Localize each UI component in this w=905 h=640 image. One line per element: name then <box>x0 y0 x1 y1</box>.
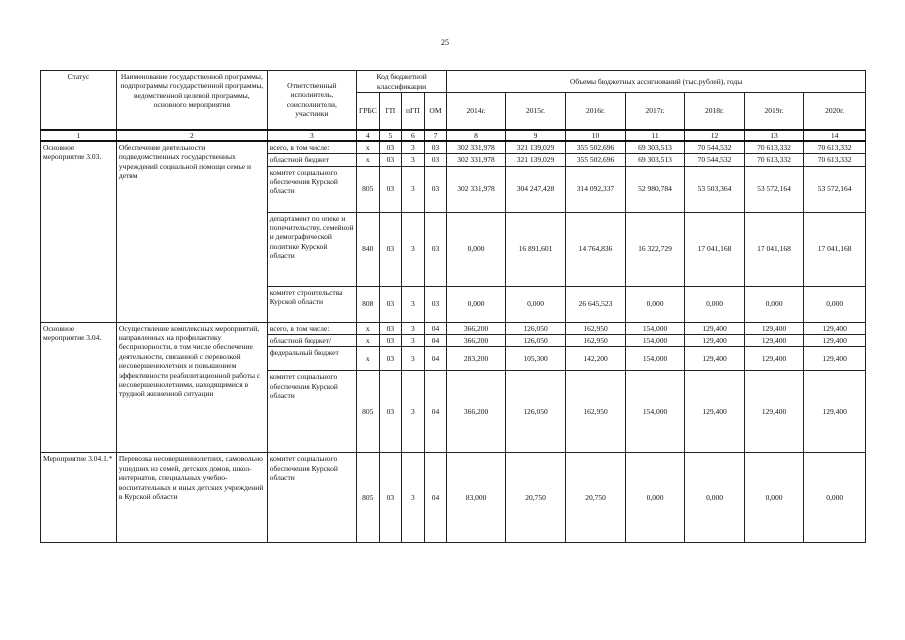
column-number: 12 <box>685 130 745 141</box>
code-cell: 03 <box>379 212 402 286</box>
code-cell: 03 <box>379 322 402 334</box>
amount-cell: 355 502,696 <box>566 154 626 166</box>
code-cell: 3 <box>402 322 425 334</box>
amount-cell: 105,300 <box>505 347 566 371</box>
amount-cell: 302 331,978 <box>447 154 505 166</box>
amount-cell: 53 572,164 <box>804 166 866 212</box>
amount-cell: 129,400 <box>685 371 745 453</box>
code-cell: 3 <box>402 453 425 543</box>
amount-cell: 162,950 <box>566 371 626 453</box>
amount-cell: 129,400 <box>804 335 866 347</box>
amount-cell: 129,400 <box>744 347 804 371</box>
amount-cell: 302 331,978 <box>447 141 505 154</box>
amount-cell: 366,200 <box>447 322 505 334</box>
amount-cell: 20,750 <box>566 453 626 543</box>
column-number: 3 <box>267 130 356 141</box>
table-row <box>41 453 866 543</box>
amount-cell: 129,400 <box>685 322 745 334</box>
column-number: 1 <box>41 130 117 141</box>
amount-cell: 366,200 <box>447 371 505 453</box>
amount-cell: 129,400 <box>804 371 866 453</box>
amount-cell: 69 303,513 <box>625 141 685 154</box>
code-cell: 03 <box>379 335 402 347</box>
code-cell: 03 <box>379 453 402 543</box>
code-cell: 03 <box>379 347 402 371</box>
amount-cell: 0,000 <box>447 286 505 322</box>
header-code-3: пГП <box>402 93 425 130</box>
executor-cell: областной бюджет/ <box>267 335 356 347</box>
amount-cell: 321 139,029 <box>505 141 566 154</box>
status-cell: Основное мероприятие 3.04. <box>41 322 117 453</box>
amount-cell: 16 322,729 <box>625 212 685 286</box>
header-year-3: 2016г. <box>566 93 626 130</box>
amount-cell: 142,200 <box>566 347 626 371</box>
amount-cell: 314 092,337 <box>566 166 626 212</box>
header-year-1: 2014г. <box>447 93 505 130</box>
column-number: 13 <box>744 130 804 141</box>
code-cell: 03 <box>379 371 402 453</box>
code-cell: 03 <box>424 286 447 322</box>
header-name: Наименование государственной программы, подпрограммы государственной программы, ведомственной целевой программы, основного мероприятия <box>116 71 267 130</box>
code-cell: 3 <box>402 212 425 286</box>
amount-cell: 129,400 <box>744 322 804 334</box>
amount-cell: 70 544,532 <box>685 141 745 154</box>
code-cell: x <box>356 347 379 371</box>
amount-cell: 0,000 <box>685 453 745 543</box>
column-number: 6 <box>402 130 425 141</box>
table-row <box>41 141 866 154</box>
code-cell: 3 <box>402 286 425 322</box>
code-cell: 03 <box>379 154 402 166</box>
column-number: 4 <box>356 130 379 141</box>
header-status: Статус <box>41 71 117 130</box>
code-cell: 04 <box>424 335 447 347</box>
amount-cell: 17 041,168 <box>804 212 866 286</box>
status-cell: Мероприятие 3.04.1.* <box>41 453 117 543</box>
amount-cell: 17 041,168 <box>685 212 745 286</box>
amount-cell: 129,400 <box>744 371 804 453</box>
amount-cell: 129,400 <box>685 335 745 347</box>
amount-cell: 129,400 <box>804 347 866 371</box>
code-cell: 03 <box>424 166 447 212</box>
amount-cell: 126,050 <box>505 371 566 453</box>
amount-cell: 302 331,978 <box>447 166 505 212</box>
amount-cell: 129,400 <box>744 335 804 347</box>
amount-cell: 83,000 <box>447 453 505 543</box>
executor-cell: комитет социального обеспечения Курской области <box>267 371 356 453</box>
executor-cell: комитет социального обеспечения Курской области <box>267 453 356 543</box>
header-code-2: ГП <box>379 93 402 130</box>
code-cell: 805 <box>356 371 379 453</box>
amount-cell: 154,000 <box>625 371 685 453</box>
measure-name-cell: Осуществление комплексных мероприятий, направленных на профилактику беспризорности, в том числе обеспечение деятельности, связанной с перевозкой несовершеннолетних и повышением эффективности реабилитационной работы с несовершеннолетними, находящимися в трудной жизненной ситуации <box>116 322 267 453</box>
executor-cell: областной бюджет <box>267 154 356 166</box>
amount-cell: 20,750 <box>505 453 566 543</box>
code-cell: 805 <box>356 453 379 543</box>
column-number: 11 <box>625 130 685 141</box>
header-year-6: 2019г. <box>744 93 804 130</box>
amount-cell: 70 544,532 <box>685 154 745 166</box>
budget-table <box>40 70 866 543</box>
header-code-4: ОМ <box>424 93 447 130</box>
amount-cell: 16 891,601 <box>505 212 566 286</box>
code-cell: 3 <box>402 335 425 347</box>
amount-cell: 26 645,523 <box>566 286 626 322</box>
amount-cell: 0,000 <box>804 453 866 543</box>
amount-cell: 355 502,696 <box>566 141 626 154</box>
amount-cell: 0,000 <box>685 286 745 322</box>
amount-cell: 0,000 <box>744 286 804 322</box>
code-cell: 3 <box>402 166 425 212</box>
code-cell: 03 <box>379 286 402 322</box>
executor-cell: федеральный бюджет <box>267 347 356 371</box>
amount-cell: 0,000 <box>625 453 685 543</box>
code-cell: 03 <box>424 154 447 166</box>
code-cell: 04 <box>424 322 447 334</box>
amount-cell: 162,950 <box>566 322 626 334</box>
amount-cell: 53 503,364 <box>685 166 745 212</box>
amount-cell: 154,000 <box>625 322 685 334</box>
amount-cell: 0,000 <box>804 286 866 322</box>
amount-cell: 70 613,332 <box>804 141 866 154</box>
amount-cell: 129,400 <box>685 347 745 371</box>
column-number: 7 <box>424 130 447 141</box>
code-cell: x <box>356 322 379 334</box>
code-cell: 04 <box>424 371 447 453</box>
column-number: 5 <box>379 130 402 141</box>
amount-cell: 69 303,513 <box>625 154 685 166</box>
executor-cell: всего, в том числе: <box>267 141 356 154</box>
header-code-1: ГРБС <box>356 93 379 130</box>
header-executor: Ответственный исполнитель, соисполнители, участники <box>267 71 356 130</box>
amount-cell: 129,400 <box>804 322 866 334</box>
code-cell: x <box>356 141 379 154</box>
header-year-2: 2015г. <box>505 93 566 130</box>
code-cell: 840 <box>356 212 379 286</box>
code-cell: 808 <box>356 286 379 322</box>
code-cell: x <box>356 154 379 166</box>
amount-cell: 53 572,164 <box>744 166 804 212</box>
amount-cell: 14 764,836 <box>566 212 626 286</box>
amount-cell: 0,000 <box>744 453 804 543</box>
executor-cell: комитет социального обеспечения Курской области <box>267 166 356 212</box>
page-number: 25 <box>441 38 449 47</box>
amount-cell: 304 247,428 <box>505 166 566 212</box>
amount-cell: 366,200 <box>447 335 505 347</box>
amount-cell: 52 980,784 <box>625 166 685 212</box>
column-number: 14 <box>804 130 866 141</box>
code-cell: 03 <box>424 141 447 154</box>
code-cell: 805 <box>356 166 379 212</box>
amount-cell: 154,000 <box>625 335 685 347</box>
code-cell: 3 <box>402 371 425 453</box>
header-code-group: Код бюджетной классификации <box>356 71 446 93</box>
header-year-7: 2020г. <box>804 93 866 130</box>
column-number: 8 <box>447 130 505 141</box>
code-cell: 3 <box>402 347 425 371</box>
code-cell: 3 <box>402 141 425 154</box>
measure-name-cell: Перевозка несовершеннолетних, самовольно ушедших из семей, детских домов, школ-интернатов, специальных учебно-воспитательных и иных детских учреждений в Курской области <box>116 453 267 543</box>
amount-cell: 162,950 <box>566 335 626 347</box>
executor-cell: всего, в том числе: <box>267 322 356 334</box>
code-cell: 04 <box>424 347 447 371</box>
code-cell: 03 <box>379 166 402 212</box>
table-row <box>41 322 866 334</box>
amount-cell: 126,050 <box>505 335 566 347</box>
executor-cell: комитет строительства Курской области <box>267 286 356 322</box>
code-cell: 3 <box>402 154 425 166</box>
header-year-4: 2017г. <box>625 93 685 130</box>
amount-cell: 70 613,332 <box>744 154 804 166</box>
amount-cell: 70 613,332 <box>804 154 866 166</box>
measure-name-cell: Обеспечение деятельности подведомственных государственных учреждений социальной помощи семье и детям <box>116 141 267 322</box>
code-cell: 04 <box>424 453 447 543</box>
amount-cell: 154,000 <box>625 347 685 371</box>
amount-cell: 70 613,332 <box>744 141 804 154</box>
code-cell: 03 <box>379 141 402 154</box>
status-cell: Основное мероприятие 3.03. <box>41 141 117 322</box>
amount-cell: 17 041,168 <box>744 212 804 286</box>
amount-cell: 0,000 <box>505 286 566 322</box>
column-number: 2 <box>116 130 267 141</box>
column-number: 9 <box>505 130 566 141</box>
header-year-5: 2018г. <box>685 93 745 130</box>
amount-cell: 0,000 <box>625 286 685 322</box>
amount-cell: 126,050 <box>505 322 566 334</box>
amount-cell: 283,200 <box>447 347 505 371</box>
code-cell: x <box>356 335 379 347</box>
amount-cell: 0,000 <box>447 212 505 286</box>
code-cell: 03 <box>424 212 447 286</box>
executor-cell: департамент по опеке и попечительству, семейной и демографической политике Курской области <box>267 212 356 286</box>
amount-cell: 321 139,029 <box>505 154 566 166</box>
header-amounts-group: Объемы бюджетных ассигнований (тыс.рублей), годы <box>447 71 866 93</box>
column-number: 10 <box>566 130 626 141</box>
